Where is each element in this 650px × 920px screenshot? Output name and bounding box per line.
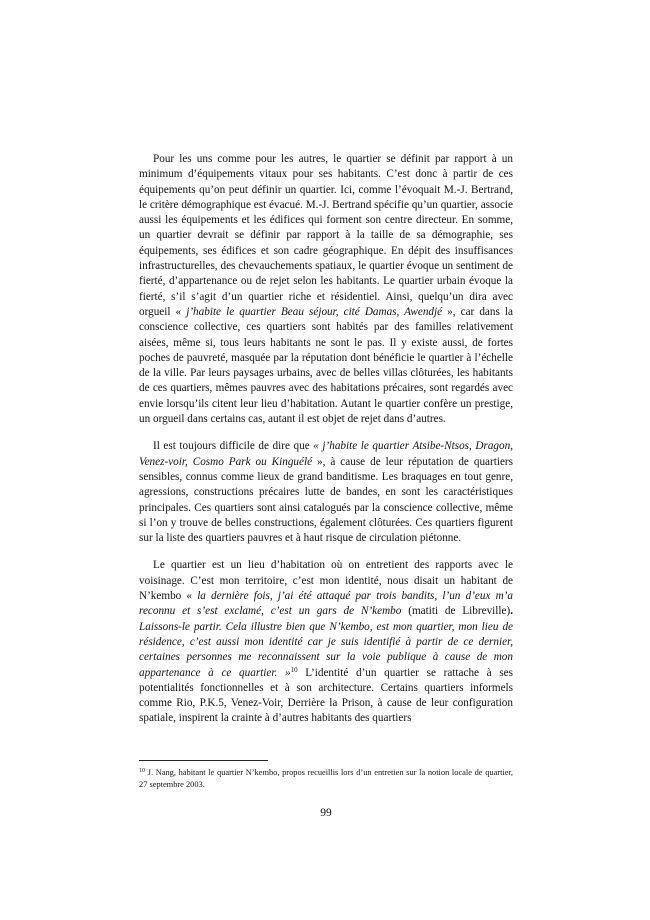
text-run: (matiti de Libreville) bbox=[401, 605, 511, 618]
paragraph bbox=[139, 439, 513, 546]
quote-text: la dernière fois, j’ai été attaqué par trois bandits, l’un d’eux m’a reconnu et s’est exclamé, c’est un gars de N’kembo bbox=[139, 590, 513, 618]
text-run: . bbox=[510, 605, 513, 618]
text-run: Pour les uns comme pour les autres, le quartier se définit par rapport à un minimum d’équipements vitaux pour ses habitants. C’est donc à partir de ces équipements qu’on peut définir un quartier. Ici, comme l’évoquait M.-J. Bertrand, le critère démographique est évacué. M.-J. Bertrand spécifie qu’un quartier, associe aussi les équipements et les édifices qui forment son centre directeur. En somme, un quartier devrait se définir par rapport à la taille de sa démographie, ses équipements, ses édifices et son cadre géographique. En dépit des insuffisances infrastructurelles, des chevauchements spatiaux, le quartier évoque un sentiment de fierté, d’appartenance ou de rejet selon les habitants. Le quartier urbain évoque la fierté, s’il s’agit d’un quartier riche et résidentiel. Ainsi, quelqu’un dira avec orgueil « bbox=[139, 153, 513, 318]
text-run: », à cause de leur réputation de quartiers sensibles, connus comme lieux de grand banditisme. Les braquages en tout genre, agressions, constructions précaires lutte de bandes, en sont les caractéristiques principales. Ces quartiers sont ainsi catalogués par la conscience collective, même si l’on y trouve de belles constructions, également clôturées. Ces quartiers figurent sur la liste des quartiers pauvres et à haut risque de circulation piétonne. bbox=[139, 455, 513, 545]
text-run: L’identité d’un quartier se rattache à ses potentialités fonctionnelles et à son architecture. Certains quartiers informels comme Rio, P.K.5, Venez-Voir, Derrière la Prison, à cause de leur configuration spatiale, inspirent la crainte à d’autres habitants des quartiers bbox=[139, 666, 513, 725]
footnote-reference[interactable]: 10 bbox=[290, 665, 298, 674]
quote-text: j’habite le quartier Beau séjour, cité Damas, Awendjé bbox=[186, 305, 443, 318]
quote-text: « j’habite le quartier Atsibe-Ntsos, Dragon, Venez-voir, Cosmo Park ou Kinguélé bbox=[139, 440, 513, 468]
quote-text: Laissons-le partir. Cela illustre bien que N’kembo, est mon quartier, mon lieu de résidence, c’est aussi mon identité car je suis identifié à partir de ce dernier, certaines personnes me reconnaissent sur la voie publique à cause de mon appartenance à ce quartier. » bbox=[139, 620, 513, 679]
footnote bbox=[139, 767, 513, 790]
paragraph bbox=[139, 152, 513, 427]
paragraph bbox=[139, 558, 513, 726]
text-run: Il est toujours difficile de dire que bbox=[153, 440, 314, 453]
text-run: Le quartier est un lieu d’habitation où on entretient des rapports avec le voisinage. C’est mon territoire, c’est mon identité, nous disait un habitant de N’kembo « bbox=[139, 559, 513, 603]
footnote-number: 10 bbox=[139, 768, 145, 774]
footnote-text: J. Nang, habitant le quartier N’kembo, propos recueillis lors d’un entretien sur la notion locale de quartier, 27 septembre 2003. bbox=[139, 768, 513, 789]
footnote-separator bbox=[139, 760, 268, 761]
page-number: 99 bbox=[320, 807, 332, 819]
body-text bbox=[139, 152, 513, 727]
text-run: », car dans la conscience collective, ces quartiers sont habités par des familles relativement aisées, même si, tous leurs habitants ne sont le pas. Il y existe aussi, de fortes poches de pauvreté, masquée par la réputation dont bénéficie le quartier à l’échelle de la ville. Par leurs paysages urbains, avec de belles villas clôturées, les habitants de ces quartiers, mêmes pauvres avec des habitations précaires, sont regardés avec envie lorsqu’ils citent leur lieu d’habitation. Autant le quartier confère un prestige, un orgueil dans certains cas, autant il est objet de rejet dans d’autres. bbox=[139, 305, 513, 426]
